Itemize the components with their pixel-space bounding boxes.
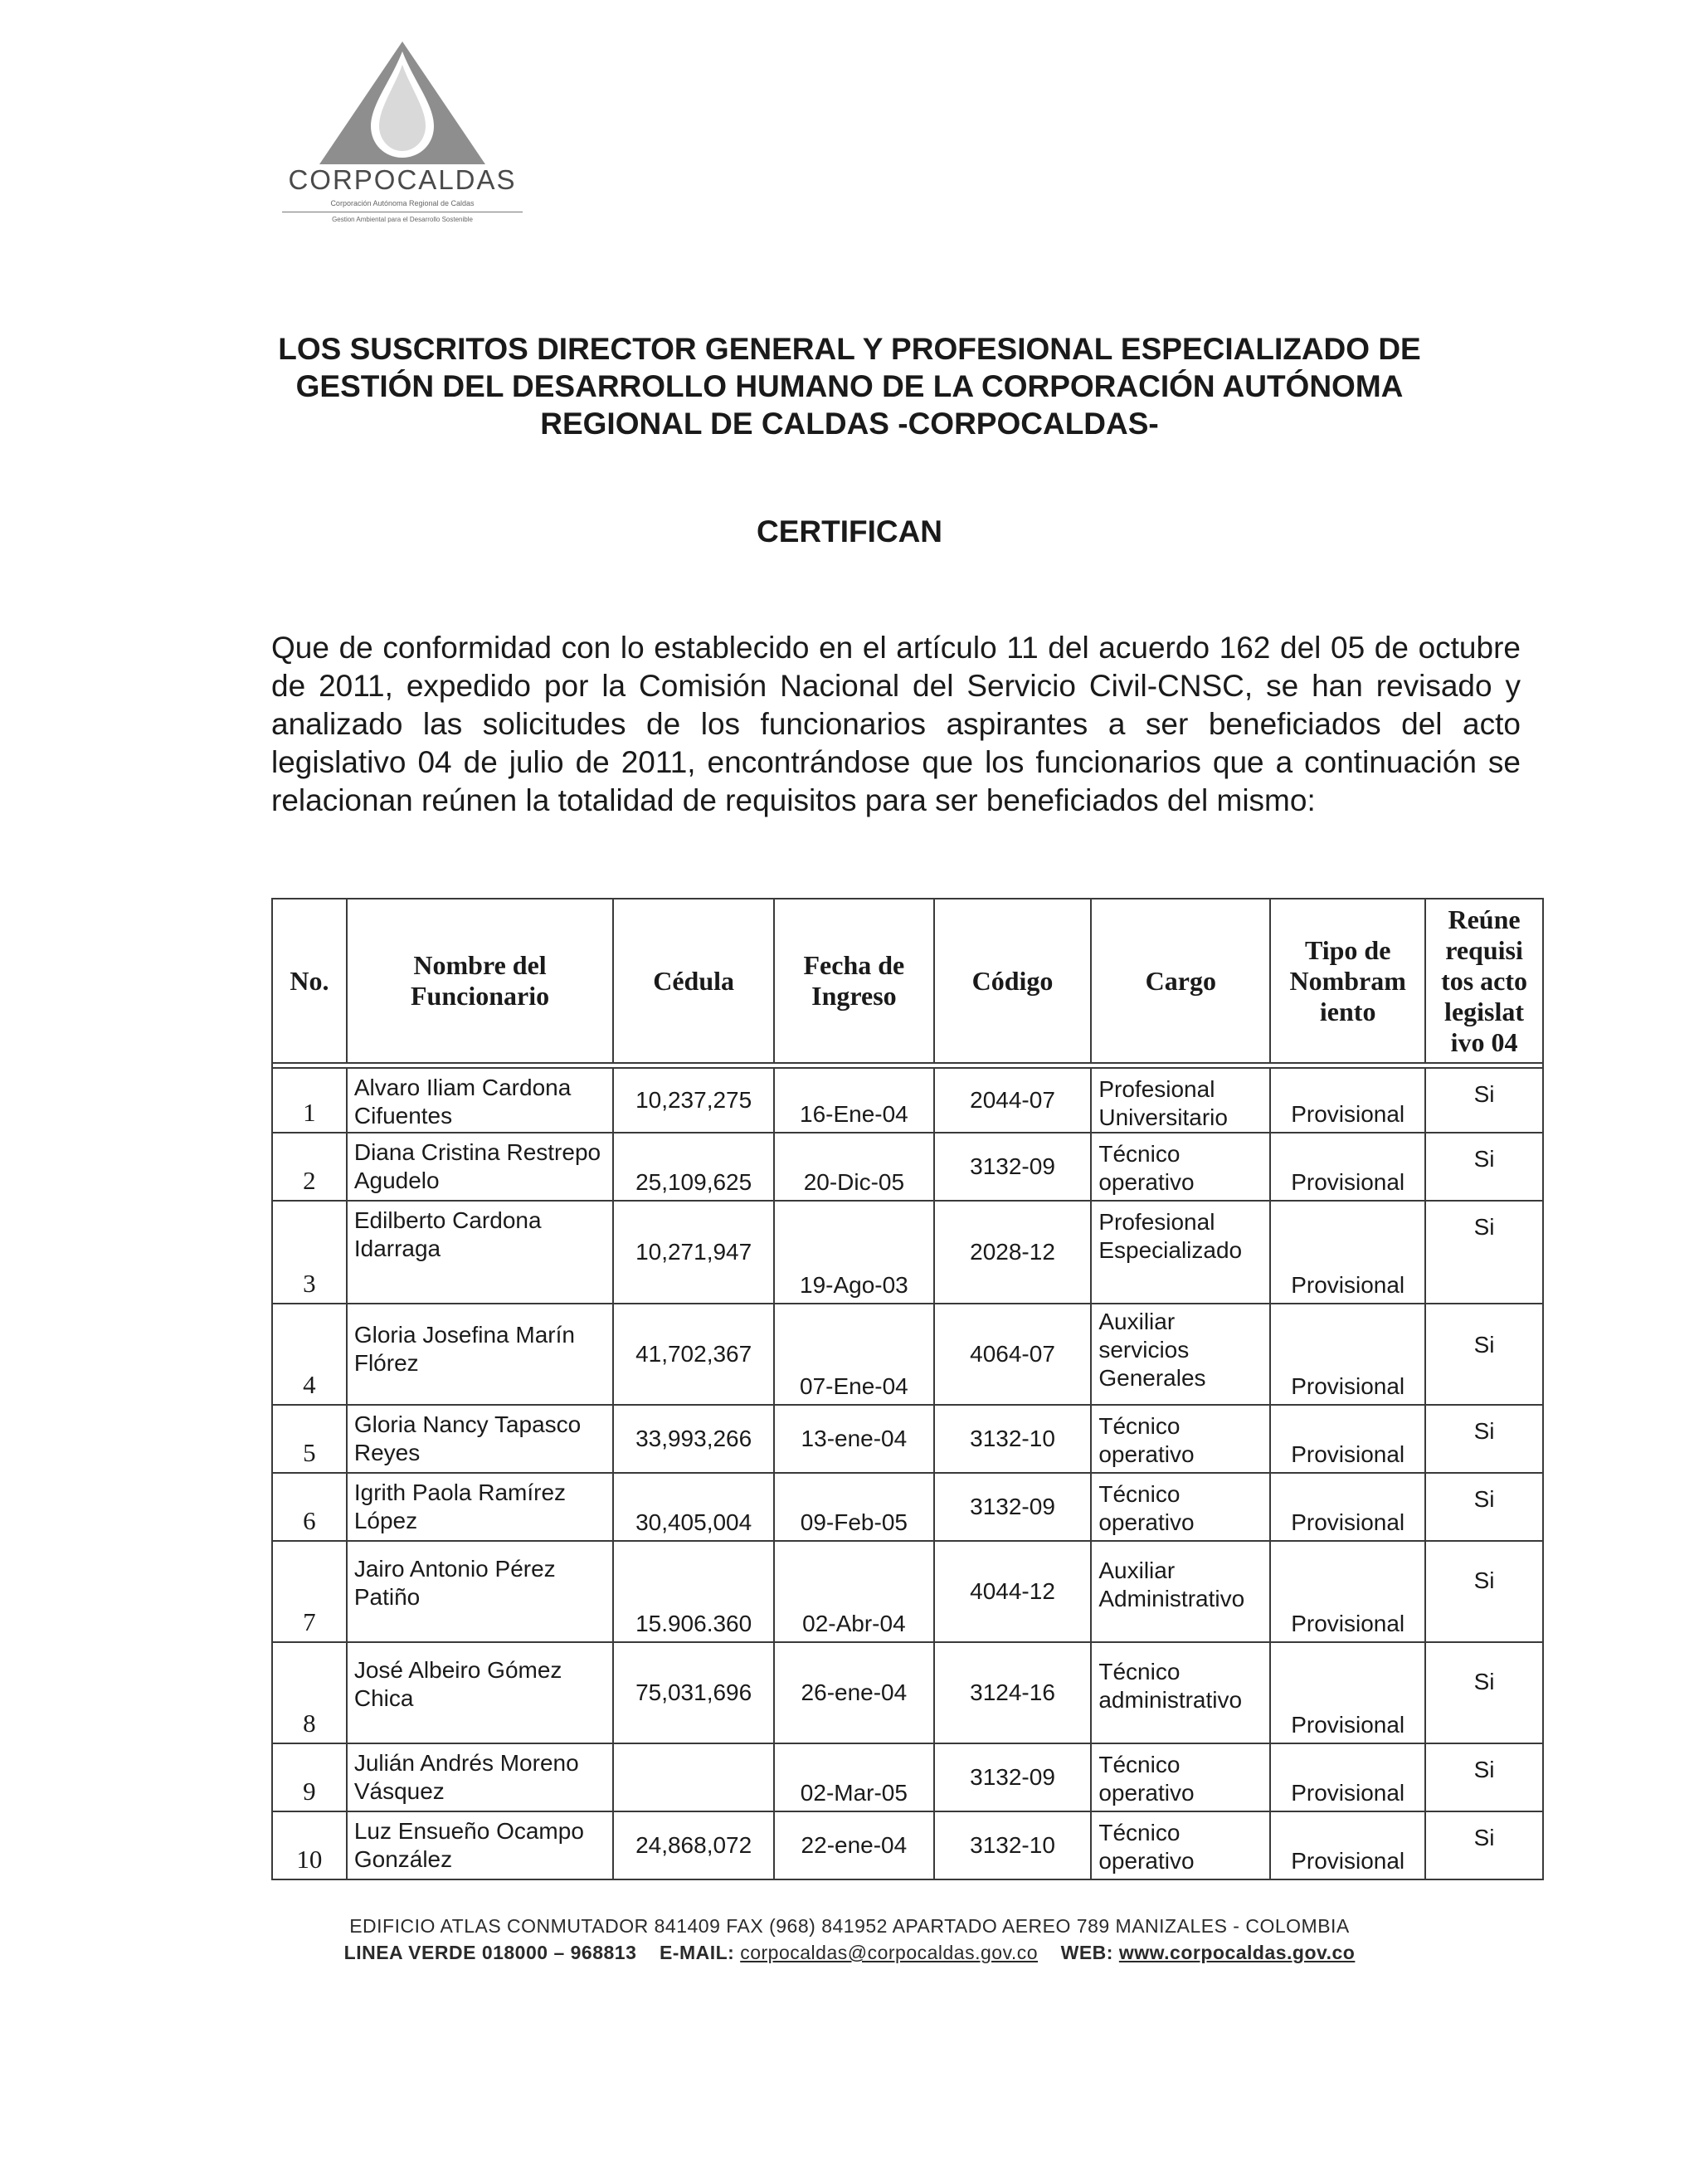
footer-contact bbox=[0, 1942, 1699, 1964]
cell-reune: Si bbox=[1425, 1201, 1543, 1304]
cell-fecha: 26-ene-04 bbox=[774, 1642, 934, 1743]
header-nombre: Nombre del Funcionario bbox=[347, 899, 613, 1063]
cell-no: 2 bbox=[272, 1133, 347, 1201]
cell-tipo: Provisional bbox=[1270, 1133, 1425, 1201]
cell-fecha: 07-Ene-04 bbox=[774, 1304, 934, 1405]
cell-cedula: 15.906.360 bbox=[613, 1541, 774, 1642]
cell-no: 6 bbox=[272, 1473, 347, 1541]
cell-codigo: 3124-16 bbox=[934, 1642, 1092, 1743]
email-link[interactable]: corpocaldas@corpocaldas.gov.co bbox=[740, 1942, 1039, 1963]
web-link[interactable]: www.corpocaldas.gov.co bbox=[1118, 1942, 1356, 1963]
cell-fecha: 22-ene-04 bbox=[774, 1811, 934, 1879]
cell-cedula: 41,702,367 bbox=[613, 1304, 774, 1405]
cell-codigo: 3132-09 bbox=[934, 1743, 1092, 1811]
drop-triangle-icon bbox=[311, 33, 494, 166]
cell-cedula: 33,993,266 bbox=[613, 1405, 774, 1473]
cell-cargo: Técnico operativo bbox=[1091, 1473, 1270, 1541]
cell-cedula: 10,237,275 bbox=[613, 1068, 774, 1133]
cell-codigo: 3132-09 bbox=[934, 1133, 1092, 1201]
cell-nombre: Igrith Paola Ramírez López bbox=[347, 1473, 613, 1541]
cell-codigo: 2044-07 bbox=[934, 1068, 1092, 1133]
table-row bbox=[272, 1201, 1543, 1304]
cell-nombre: Julián Andrés Moreno Vásquez bbox=[347, 1743, 613, 1811]
cell-nombre: Diana Cristina Restrepo Agudelo bbox=[347, 1133, 613, 1201]
cell-codigo: 3132-09 bbox=[934, 1473, 1092, 1541]
header-cedula: Cédula bbox=[613, 899, 774, 1063]
cell-no: 5 bbox=[272, 1405, 347, 1473]
cell-cedula bbox=[613, 1743, 774, 1811]
cell-cedula: 24,868,072 bbox=[613, 1811, 774, 1879]
cell-codigo: 4064-07 bbox=[934, 1304, 1092, 1405]
cell-tipo: Provisional bbox=[1270, 1405, 1425, 1473]
cell-nombre: Gloria Nancy Tapasco Reyes bbox=[347, 1405, 613, 1473]
cell-cargo: Técnico operativo bbox=[1091, 1743, 1270, 1811]
body-paragraph: Que de conformidad con lo establecido en el artículo 11 del acuerdo 162 del 05 de octubre de 2011, expedido por la Comisión Nacional del Servicio Civil-CNSC, se han revisado y analizado las solicitudes de los funcionarios aspirantes a ser beneficiados del acto legislativo 04 de julio de 2011, encontrándose que los funcionarios que a continuación se relacionan reúnen la totalidad de requisitos para ser beneficiados del mismo: bbox=[271, 631, 1521, 817]
cell-cargo: Profesional Universitario bbox=[1091, 1068, 1270, 1133]
table-row bbox=[272, 1133, 1543, 1201]
table-row bbox=[272, 1068, 1543, 1133]
linea-verde-value: 018000 – 968813 bbox=[481, 1942, 637, 1963]
linea-verde-label: LINEA VERDE bbox=[343, 1942, 476, 1963]
table-row bbox=[272, 1743, 1543, 1811]
cell-no: 10 bbox=[272, 1811, 347, 1879]
cell-cargo: Técnico operativo bbox=[1091, 1405, 1270, 1473]
cell-tipo: Provisional bbox=[1270, 1541, 1425, 1642]
cell-tipo: Provisional bbox=[1270, 1473, 1425, 1541]
cell-no: 1 bbox=[272, 1068, 347, 1133]
cell-no: 3 bbox=[272, 1201, 347, 1304]
cell-nombre: Alvaro Iliam Cardona Cifuentes bbox=[347, 1068, 613, 1133]
cell-nombre: Jairo Antonio Pérez Patiño bbox=[347, 1541, 613, 1642]
cell-reune: Si bbox=[1425, 1473, 1543, 1541]
web-label: WEB: bbox=[1060, 1942, 1113, 1963]
table-row bbox=[272, 1642, 1543, 1743]
cell-fecha: 16-Ene-04 bbox=[774, 1068, 934, 1133]
cell-tipo: Provisional bbox=[1270, 1642, 1425, 1743]
corpocaldas-logo bbox=[278, 33, 527, 249]
header-codigo: Código bbox=[934, 899, 1092, 1063]
logo-subtitle: Corporación Autónoma Regional de Caldas bbox=[330, 199, 475, 207]
header-reune: Reúne requisi tos acto legislat ivo 04 bbox=[1425, 899, 1543, 1063]
table-header-row bbox=[272, 899, 1543, 1063]
table-row bbox=[272, 1811, 1543, 1879]
cell-fecha: 13-ene-04 bbox=[774, 1405, 934, 1473]
header-cargo: Cargo bbox=[1091, 899, 1270, 1063]
cell-fecha: 19-Ago-03 bbox=[774, 1201, 934, 1304]
cell-fecha: 09-Feb-05 bbox=[774, 1473, 934, 1541]
header-tipo: Tipo de Nombram iento bbox=[1270, 899, 1425, 1063]
cell-nombre: José Albeiro Gómez Chica bbox=[347, 1642, 613, 1743]
cell-reune: Si bbox=[1425, 1743, 1543, 1811]
cell-reune: Si bbox=[1425, 1068, 1543, 1133]
cell-cargo: Profesional Especializado bbox=[1091, 1201, 1270, 1304]
cell-no: 4 bbox=[272, 1304, 347, 1405]
cell-nombre: Luz Ensueño Ocampo González bbox=[347, 1811, 613, 1879]
cell-no: 9 bbox=[272, 1743, 347, 1811]
cell-cedula: 10,271,947 bbox=[613, 1201, 774, 1304]
header-fecha: Fecha de Ingreso bbox=[774, 899, 934, 1063]
cell-tipo: Provisional bbox=[1270, 1201, 1425, 1304]
cell-tipo: Provisional bbox=[1270, 1068, 1425, 1133]
table-row bbox=[272, 1473, 1543, 1541]
cell-no: 8 bbox=[272, 1642, 347, 1743]
cell-codigo: 2028-12 bbox=[934, 1201, 1092, 1304]
logo-name: CORPOCALDAS bbox=[288, 164, 517, 195]
email-label: E-MAIL: bbox=[659, 1942, 735, 1963]
cell-codigo: 4044-12 bbox=[934, 1541, 1092, 1642]
cell-reune: Si bbox=[1425, 1304, 1543, 1405]
cell-reune: Si bbox=[1425, 1133, 1543, 1201]
cell-nombre: Edilberto Cardona Idarraga bbox=[347, 1201, 613, 1304]
cell-cargo: Técnico operativo bbox=[1091, 1811, 1270, 1879]
table-row bbox=[272, 1304, 1543, 1405]
cell-tipo: Provisional bbox=[1270, 1811, 1425, 1879]
certify-title: CERTIFICAN bbox=[756, 514, 943, 548]
cell-cargo: Auxiliar servicios Generales bbox=[1091, 1304, 1270, 1405]
cell-tipo: Provisional bbox=[1270, 1304, 1425, 1405]
table-row bbox=[272, 1405, 1543, 1473]
header-no: No. bbox=[272, 899, 347, 1063]
document-heading: LOS SUSCRITOS DIRECTOR GENERAL Y PROFESIONAL ESPECIALIZADO DE GESTIÓN DEL DESARROLLO HUMANO DE LA CORPORACIÓN AUTÓNOMA REGIONAL DE CALDAS -CORPOCALDAS- bbox=[278, 332, 1421, 441]
cell-fecha: 20-Dic-05 bbox=[774, 1133, 934, 1201]
cell-cargo: Técnico operativo bbox=[1091, 1133, 1270, 1201]
employees-table bbox=[271, 898, 1544, 1880]
cell-no: 7 bbox=[272, 1541, 347, 1642]
cell-cargo: Técnico administrativo bbox=[1091, 1642, 1270, 1743]
cell-codigo: 3132-10 bbox=[934, 1405, 1092, 1473]
table-row bbox=[272, 1541, 1543, 1642]
cell-codigo: 3132-10 bbox=[934, 1811, 1092, 1879]
cell-cedula: 30,405,004 bbox=[613, 1473, 774, 1541]
cell-fecha: 02-Abr-04 bbox=[774, 1541, 934, 1642]
logo-tagline: Gestion Ambiental para el Desarrollo Sostenible bbox=[332, 216, 473, 223]
cell-reune: Si bbox=[1425, 1405, 1543, 1473]
cell-cedula: 75,031,696 bbox=[613, 1642, 774, 1743]
cell-cedula: 25,109,625 bbox=[613, 1133, 774, 1201]
cell-reune: Si bbox=[1425, 1642, 1543, 1743]
cell-reune: Si bbox=[1425, 1541, 1543, 1642]
cell-tipo: Provisional bbox=[1270, 1743, 1425, 1811]
cell-nombre: Gloria Josefina Marín Flórez bbox=[347, 1304, 613, 1405]
cell-fecha: 02-Mar-05 bbox=[774, 1743, 934, 1811]
footer-address: EDIFICIO ATLAS CONMUTADOR 841409 FAX (968) 841952 APARTADO AEREO 789 MANIZALES - COLOMBIA bbox=[349, 1915, 1350, 1937]
cell-cargo: Auxiliar Administrativo bbox=[1091, 1541, 1270, 1642]
cell-reune: Si bbox=[1425, 1811, 1543, 1879]
